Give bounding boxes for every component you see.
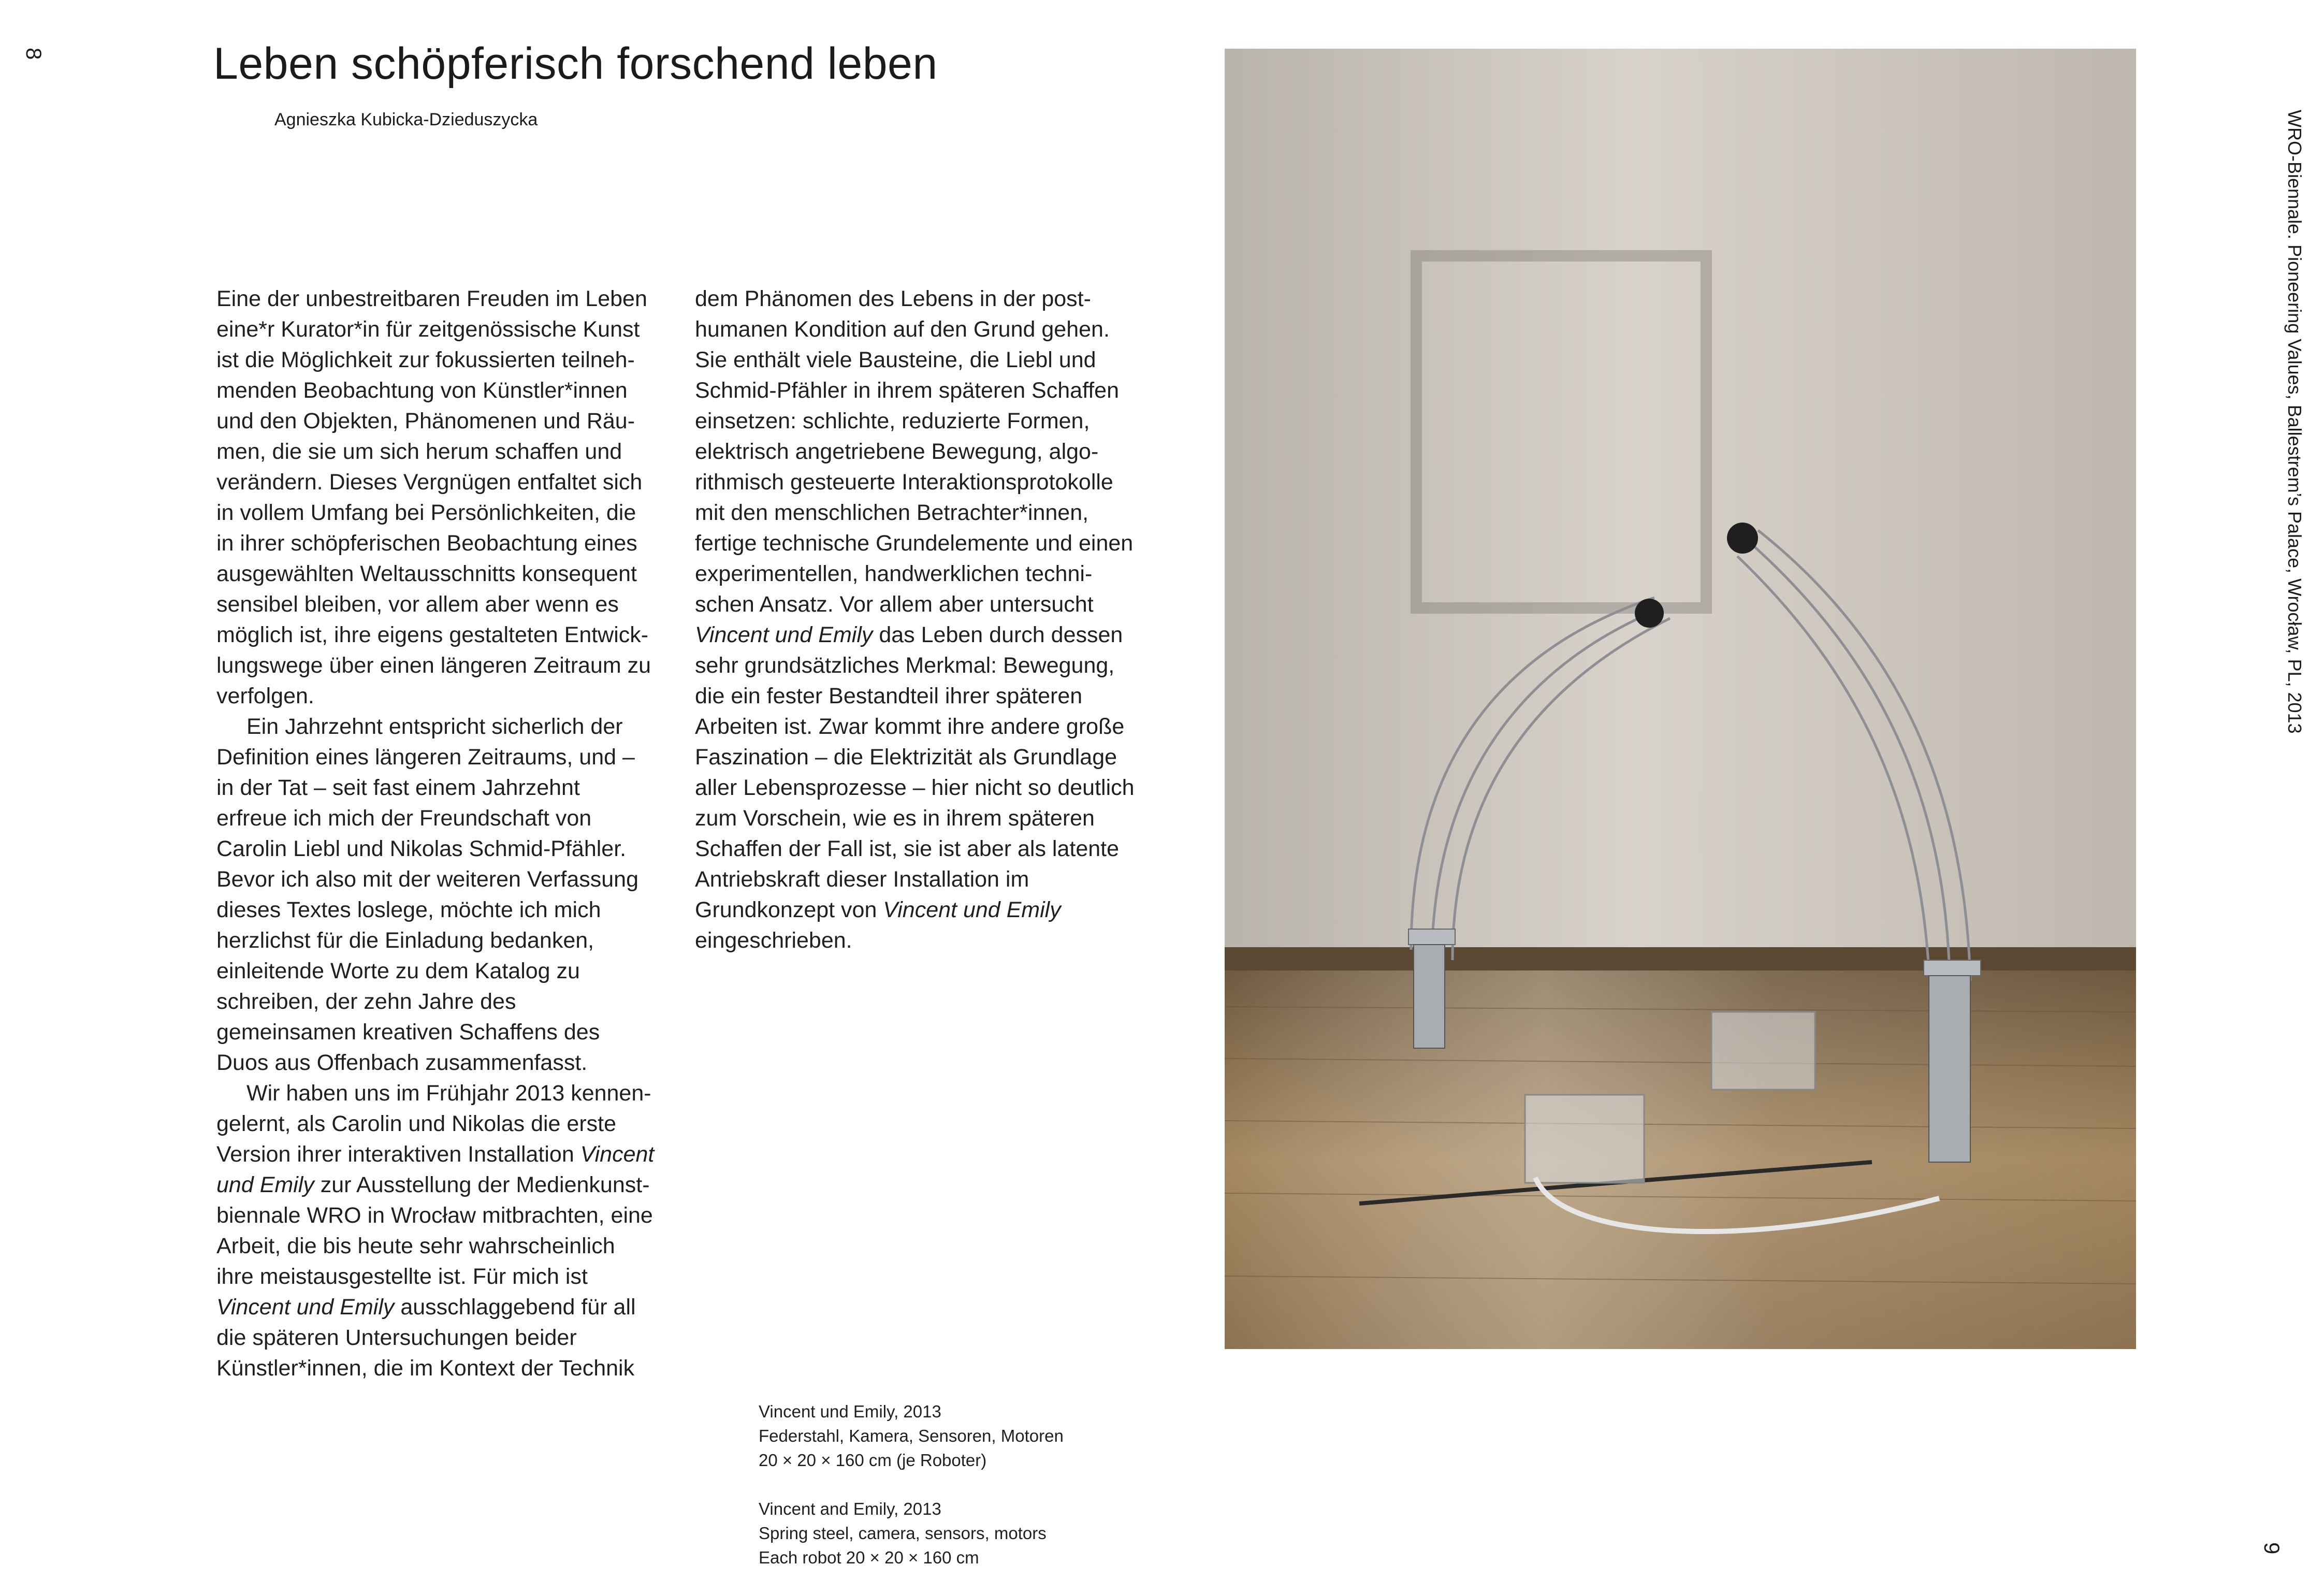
caption-line: Federstahl, Kamera, Sensoren, Motoren	[759, 1426, 1064, 1445]
text-column-1	[216, 284, 657, 1384]
caption-english	[759, 1497, 1064, 1570]
paragraph-3-text-a: Wir haben uns im Frühjahr 2013 kennengelernt, als Carolin und Nikolas die erste Version ihrer interaktiven Installation	[216, 1081, 651, 1167]
paragraph-3-text-e: ausschlaggebend für all die späteren Untersuchungen beider Künstler*innen, die im Kontext der Technik	[216, 1295, 636, 1381]
paragraph-4-text-c: das Leben durch dessen sehr grundsätzliches Merkmal: Bewegung, die ein fester Bestandteil ihrer späteren Arbeiten ist. Zwar kommt ihre andere große Faszination – die Elektrizität als Grundlage aller Lebensprozesse – hier nicht so deutlich zum Vorschein, wie es in ihrem späteren Schaffen der Fall ist, sie ist aber als latente Antriebskraft dieser Installation im Grundkonzept von	[695, 622, 1135, 922]
paragraph-3	[216, 1078, 657, 1384]
image-caption	[759, 1399, 1064, 1594]
caption-line: Spring steel, camera, sensors, motors	[759, 1524, 1047, 1543]
work-title-italic: Vincent und Emily	[216, 1295, 395, 1320]
paragraph-2: Ein Jahrzehnt entspricht sicherlich der Definition eines längeren Zeitraums, und – in der Tat – seit fast einem Jahrzehnt erfreue ich mich der Freundschaft von Carolin Liebl und Nikolas Schmid-Pfähler. Bevor ich also mit der weiteren Verfassung dieses Textes loslege, möchte ich mich herzlichst für die Einladung bedanken, einleitende Worte zu dem Katalog zu schreiben, der zehn Jahre des gemeinsamen kreativen Schaffens des Duos aus Offenbach zusammenfasst.	[216, 714, 639, 1075]
work-title-italic: Vincent und Emily	[216, 1142, 655, 1197]
caption-line: Each robot 20 × 20 × 160 cm	[759, 1548, 979, 1567]
author-name: Agnieszka Kubicka-Dzieduszycka	[274, 110, 538, 129]
caption-line: 20 × 20 × 160 cm (je Roboter)	[759, 1451, 987, 1470]
page-number-left: 8	[22, 48, 46, 60]
exhibition-caption: WRO-Biennale. Pioneering Values, Ballestrem’s Palace, Wrocław, PL, 2013	[2284, 110, 2305, 734]
caption-german	[759, 1399, 1064, 1472]
text-column-2	[695, 284, 1135, 956]
article-title: Leben schöpferisch forschend leben	[213, 39, 938, 89]
paragraph-4-text-e: eingeschrieben.	[695, 928, 852, 953]
caption-line: Vincent und Emily, 2013	[759, 1402, 941, 1421]
paragraph-4-text-a: dem Phänomen des Lebens in der posthumanen Kondition auf den Grund gehen. Sie enthält viele Bausteine, die Liebl und Schmid-Pfähler in ihrem späteren Schaffen einsetzen: schlichte, reduzierte Formen, elektrisch angetriebene Bewegung, algorithmisch gesteuerte Interaktionsprotokolle mit den menschlichen Betrachter*innen, fertige technische Grundelemente und einen experimentellen, handwerklichen technischen Ansatz. Vor allem aber untersucht	[695, 286, 1134, 617]
page-number-right: 9	[2260, 1542, 2284, 1555]
caption-line: Vincent and Emily, 2013	[759, 1499, 941, 1518]
paragraph-4	[695, 284, 1135, 956]
work-title-italic: Vincent und Emily	[695, 622, 873, 647]
installation-photo	[1225, 49, 2136, 1349]
paragraph-1: Eine der unbestreitbaren Freuden im Leben eine*r Kurator*in für zeitgenössische Kunst ist die Möglichkeit zur fokussierten teilnehmenden Beobachtung von Künstler*innen und den Objekten, Phänomenen und Räumen, die sie um sich herum schaffen und verändern. Dieses Vergnügen entfaltet sich in vollem Umfang bei Persönlichkeiten, die in ihrer schöpferischen Beobachtung eines ausgewählten Weltausschnitts konsequent sensibel bleiben, vor allem aber wenn es möglich ist, ihre eigens gestalteten Entwicklungswege über einen längeren Zeitraum zu verfolgen.	[216, 286, 651, 708]
paragraph-3-text-c: zur Ausstellung der Medienkunstbiennale WRO in Wrocław mitbrachten, eine Arbeit, die bis heute sehr wahrscheinlich ihre meistausgestellte ist. Für mich ist	[216, 1172, 653, 1289]
work-title-italic: Vincent und Emily	[883, 897, 1061, 922]
